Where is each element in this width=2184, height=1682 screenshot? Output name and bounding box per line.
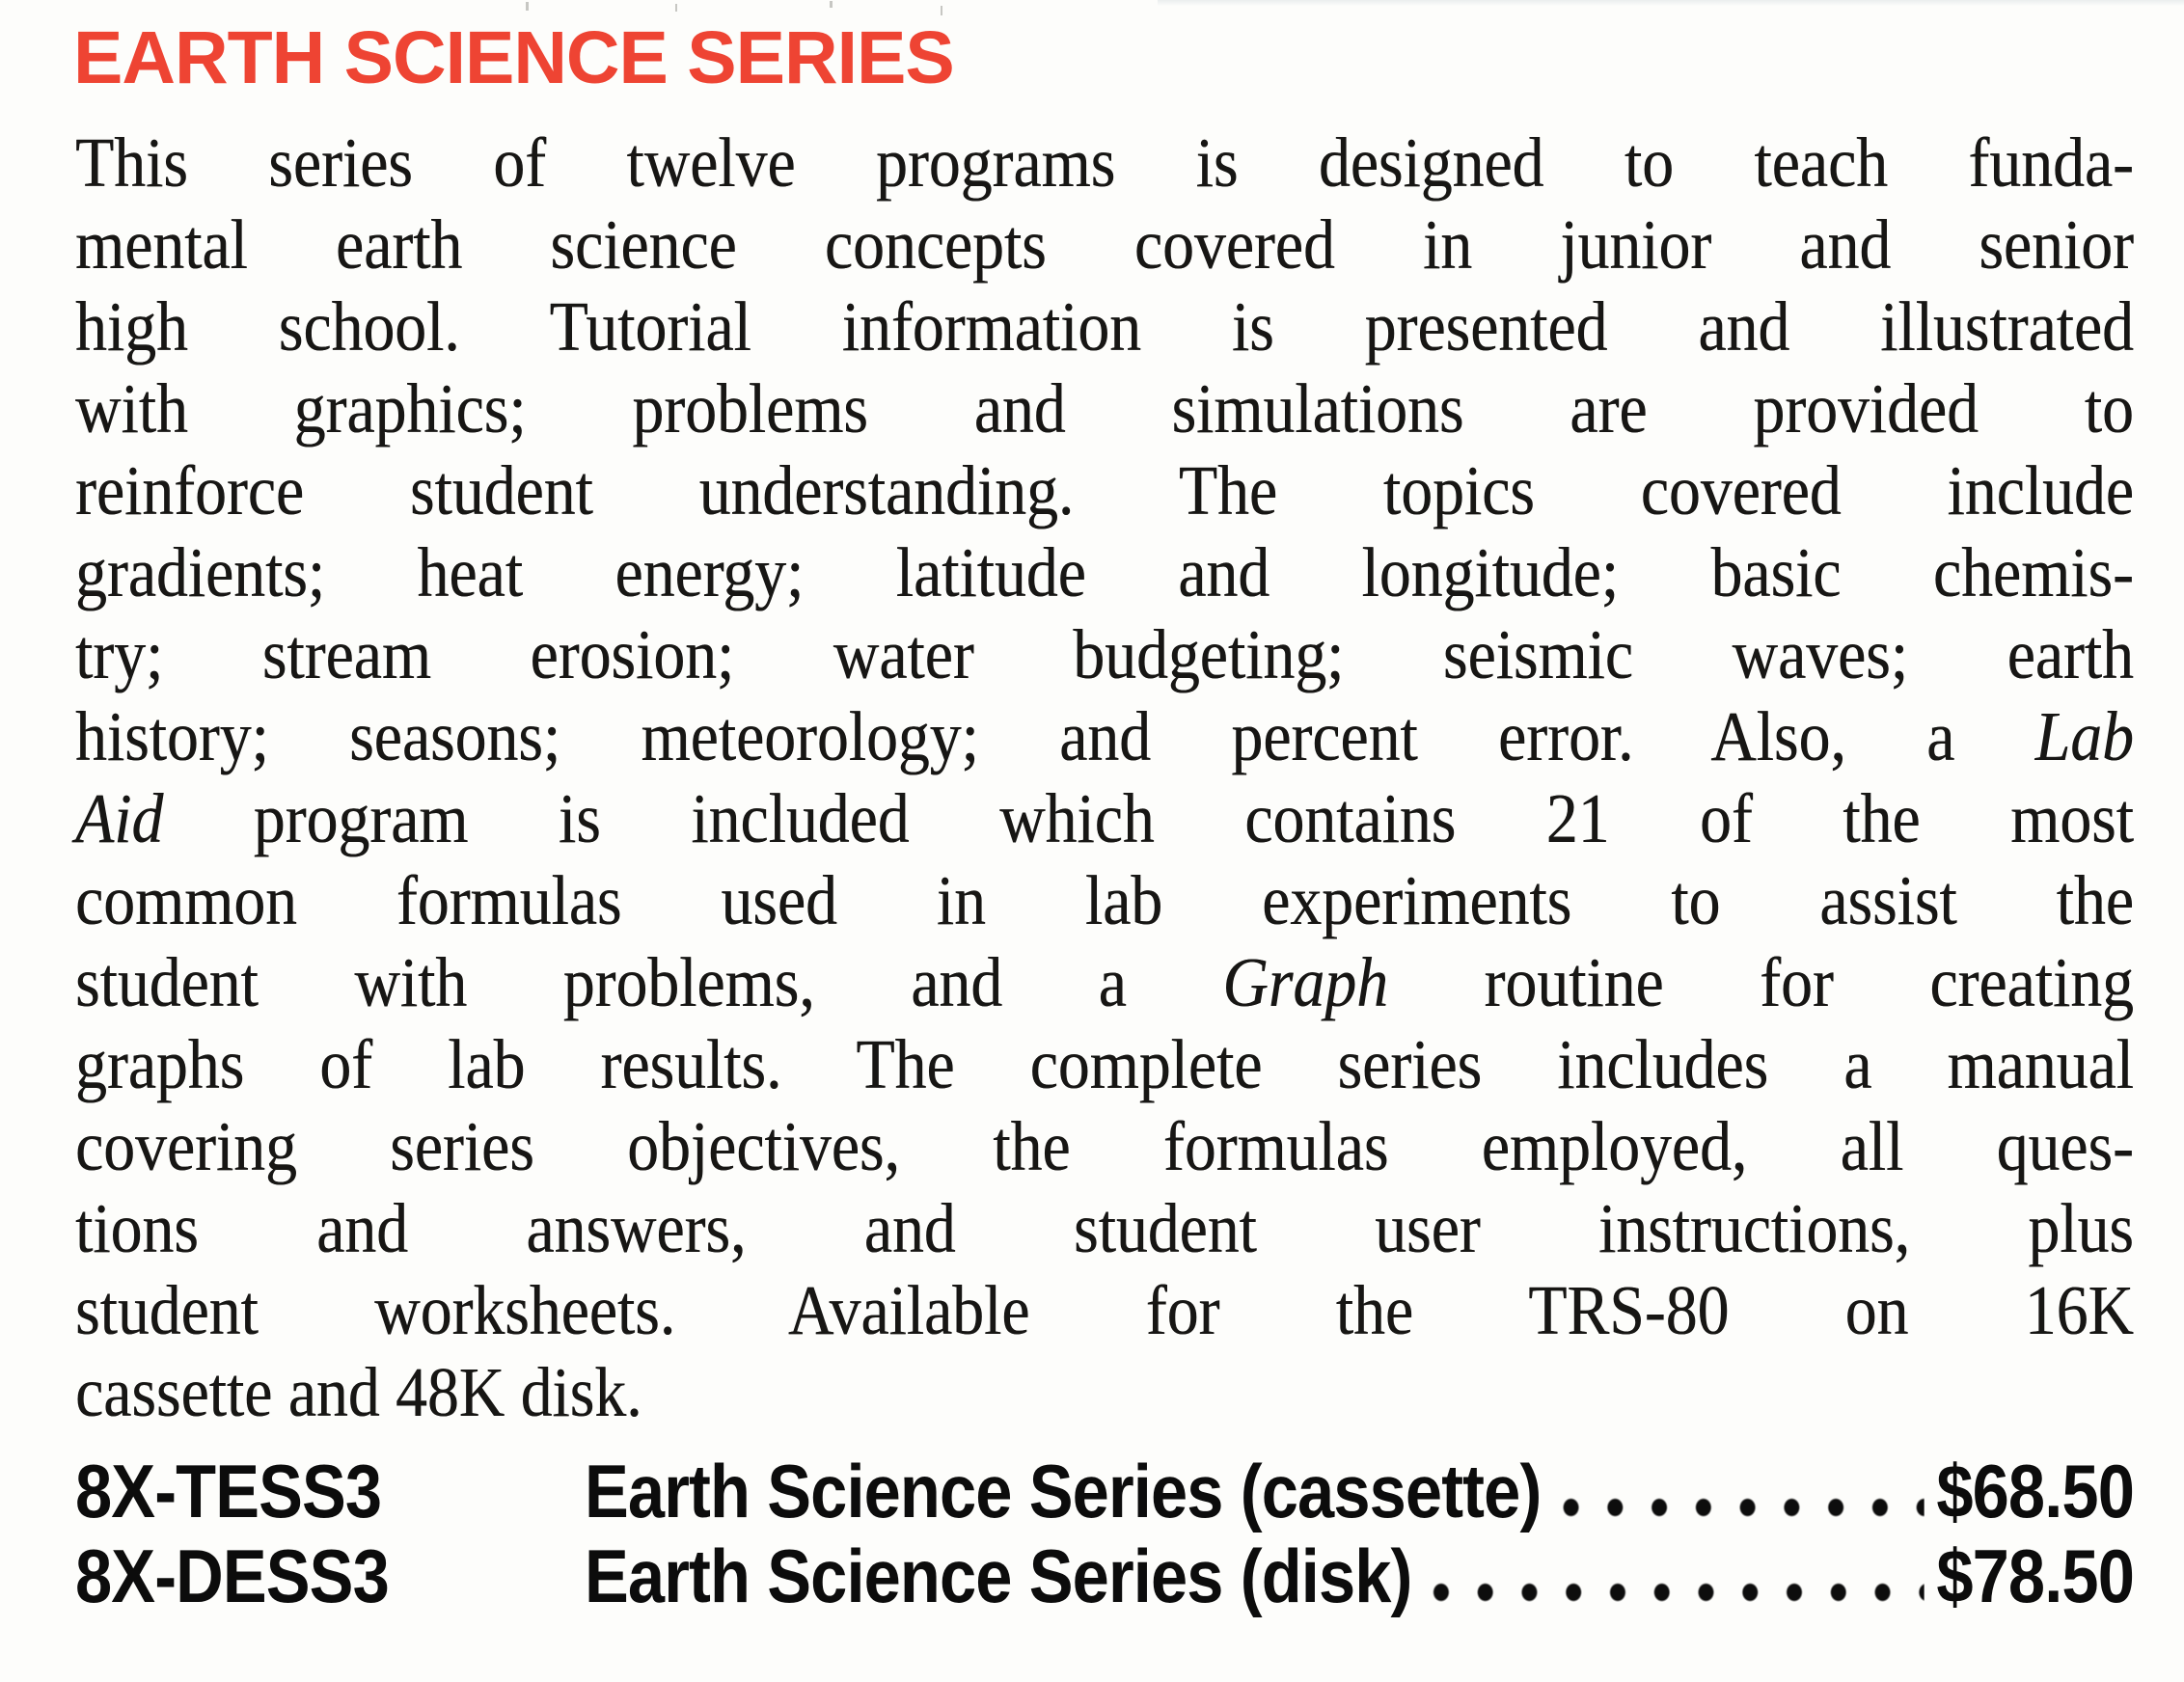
product-row [75, 1533, 2134, 1618]
body-line: This series of twelve programs is designed to teach funda- [75, 123, 2134, 202]
dot-leader [1433, 1533, 1925, 1618]
scan-speck [526, 2, 529, 11]
product-title: Earth Science Series (disk) [585, 1533, 1412, 1618]
body-line: Aid program is included which contains 21 of the most [75, 779, 2134, 857]
body-line: mental earth science concepts covered in junior and senior [75, 205, 2134, 284]
scan-speck [941, 6, 942, 15]
body-line: cassette and 48K disk. [75, 1353, 642, 1431]
product-price: $78.50 [1936, 1533, 2134, 1618]
page-title: EARTH SCIENCE SERIES [73, 16, 954, 99]
body-line: try; stream erosion; water budgeting; seismic waves; earth [75, 615, 2134, 693]
product-code: 8X-TESS3 [75, 1449, 382, 1533]
body-line: high school. Tutorial information is presented and illustrated [75, 287, 2134, 366]
description-paragraph [75, 122, 2134, 1433]
body-line: tions and answers, and student user instructions, plus [75, 1189, 2134, 1267]
body-line: with graphics; problems and simulations are provided to [75, 369, 2134, 448]
scan-speck [675, 4, 677, 12]
body-line: graphs of lab results. The complete series includes a manual [75, 1025, 2134, 1103]
product-code: 8X-DESS3 [75, 1533, 389, 1618]
body-line: history; seasons; meteorology; and percent error. Also, a Lab [75, 697, 2134, 775]
scan-speck [830, 1, 833, 8]
product-title: Earth Science Series (cassette) [585, 1449, 1542, 1533]
body-line: covering series objectives, the formulas employed, all ques- [75, 1107, 2134, 1185]
price-list [75, 1449, 2134, 1618]
dot-leader [1562, 1449, 1925, 1533]
body-line: student with problems, and a Graph routine for creating [75, 943, 2134, 1021]
body-line: reinforce student understanding. The topics covered include [75, 451, 2134, 529]
body-line: gradients; heat energy; latitude and longitude; basic chemis- [75, 533, 2134, 611]
body-line: common formulas used in lab experiments to assist the [75, 861, 2134, 939]
scan-artifacts [0, 0, 2184, 14]
body-line: student worksheets. Available for the TRS-80 on 16K [75, 1271, 2134, 1349]
product-price: $68.50 [1936, 1449, 2134, 1533]
product-row [75, 1449, 2134, 1533]
